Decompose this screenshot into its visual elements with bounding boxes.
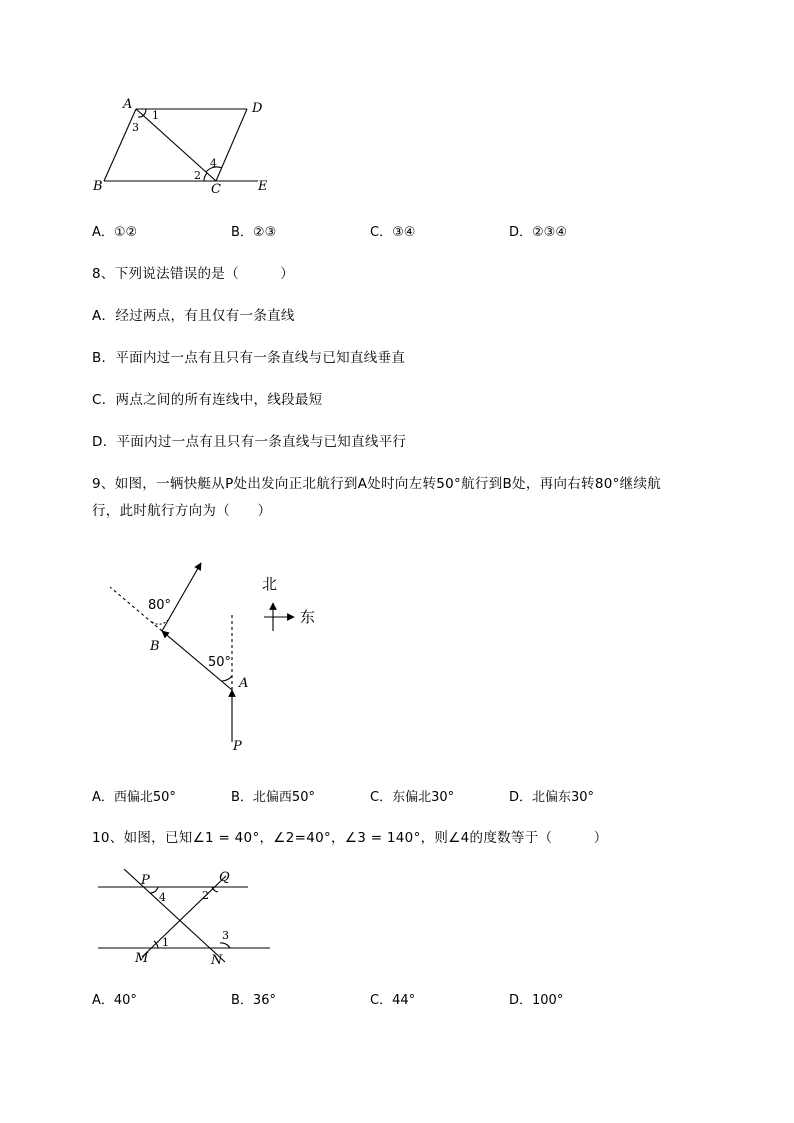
- q9-option-c: C．东偏北30°: [370, 790, 455, 805]
- label-4: 4: [210, 157, 217, 170]
- label-50-degrees: 50°: [208, 655, 232, 670]
- q10-option-c: C．44°: [370, 993, 416, 1008]
- q7-option-b: B．②③: [231, 225, 277, 240]
- label-B: B: [93, 179, 103, 194]
- label-A-point: A: [239, 676, 249, 691]
- label-E: E: [258, 179, 268, 194]
- q10-option-d: D．100°: [509, 993, 564, 1008]
- label-east: 东: [300, 608, 316, 626]
- q8-option-c: C．两点之间的所有连线中，线段最短: [92, 392, 323, 408]
- label-Q: Q: [219, 870, 230, 885]
- q9-option-d: D．北偏东30°: [509, 790, 595, 805]
- q9-stem-line2: 行，此时航行方向为（ ）: [92, 503, 272, 519]
- q10-option-b: B．36°: [231, 993, 276, 1008]
- label-1: 1: [162, 936, 169, 949]
- angle-arc-4: [150, 887, 158, 893]
- label-1: 1: [152, 109, 159, 122]
- q7-option-d: D．②③④: [509, 225, 567, 240]
- q8-option-b: B．平面内过一点有且只有一条直线与已知直线垂直: [92, 350, 406, 366]
- angle-arc-3: [220, 943, 230, 948]
- q9-option-b: B．北偏西50°: [231, 790, 315, 805]
- label-4: 4: [159, 891, 166, 904]
- q8-stem: 8、下列说法错误的是（ ）: [92, 266, 295, 282]
- label-A: A: [123, 97, 133, 112]
- label-N: N: [211, 953, 223, 968]
- transversal-QM: [142, 876, 226, 957]
- q9-option-a: A．西偏北50°: [92, 790, 176, 805]
- label-3: 3: [132, 121, 139, 134]
- q7-option-c: C．③④: [370, 225, 416, 240]
- label-B-point: B: [150, 639, 160, 654]
- label-D: D: [252, 101, 263, 116]
- angle-arc-2: [212, 887, 218, 892]
- label-2: 2: [194, 169, 201, 182]
- label-P-point: P: [233, 739, 242, 754]
- label-3: 3: [222, 929, 229, 942]
- label-80-degrees: 80°: [148, 598, 172, 613]
- q8-option-a: A．经过两点，有且仅有一条直线: [92, 308, 295, 324]
- q8-option-d: D．平面内过一点有且只有一条直线与已知直线平行: [92, 434, 407, 450]
- label-C: C: [211, 182, 221, 197]
- q9-stem-line1: 9、如图，一辆快艇从P处出发向正北航行到A处时向左转50°航行到B处，再向右转80°继续航: [92, 476, 662, 492]
- q10-stem: 10、如图，已知∠1 = 40°，∠2=40°，∠3 = 140°，则∠4的度数等于（ ）: [92, 830, 608, 846]
- q7-option-a: A．①②: [92, 225, 138, 240]
- label-north: 北: [262, 575, 278, 593]
- label-M: M: [135, 951, 149, 966]
- label-2: 2: [202, 889, 209, 902]
- label-P: P: [141, 873, 150, 888]
- q10-option-a: A．40°: [92, 993, 137, 1008]
